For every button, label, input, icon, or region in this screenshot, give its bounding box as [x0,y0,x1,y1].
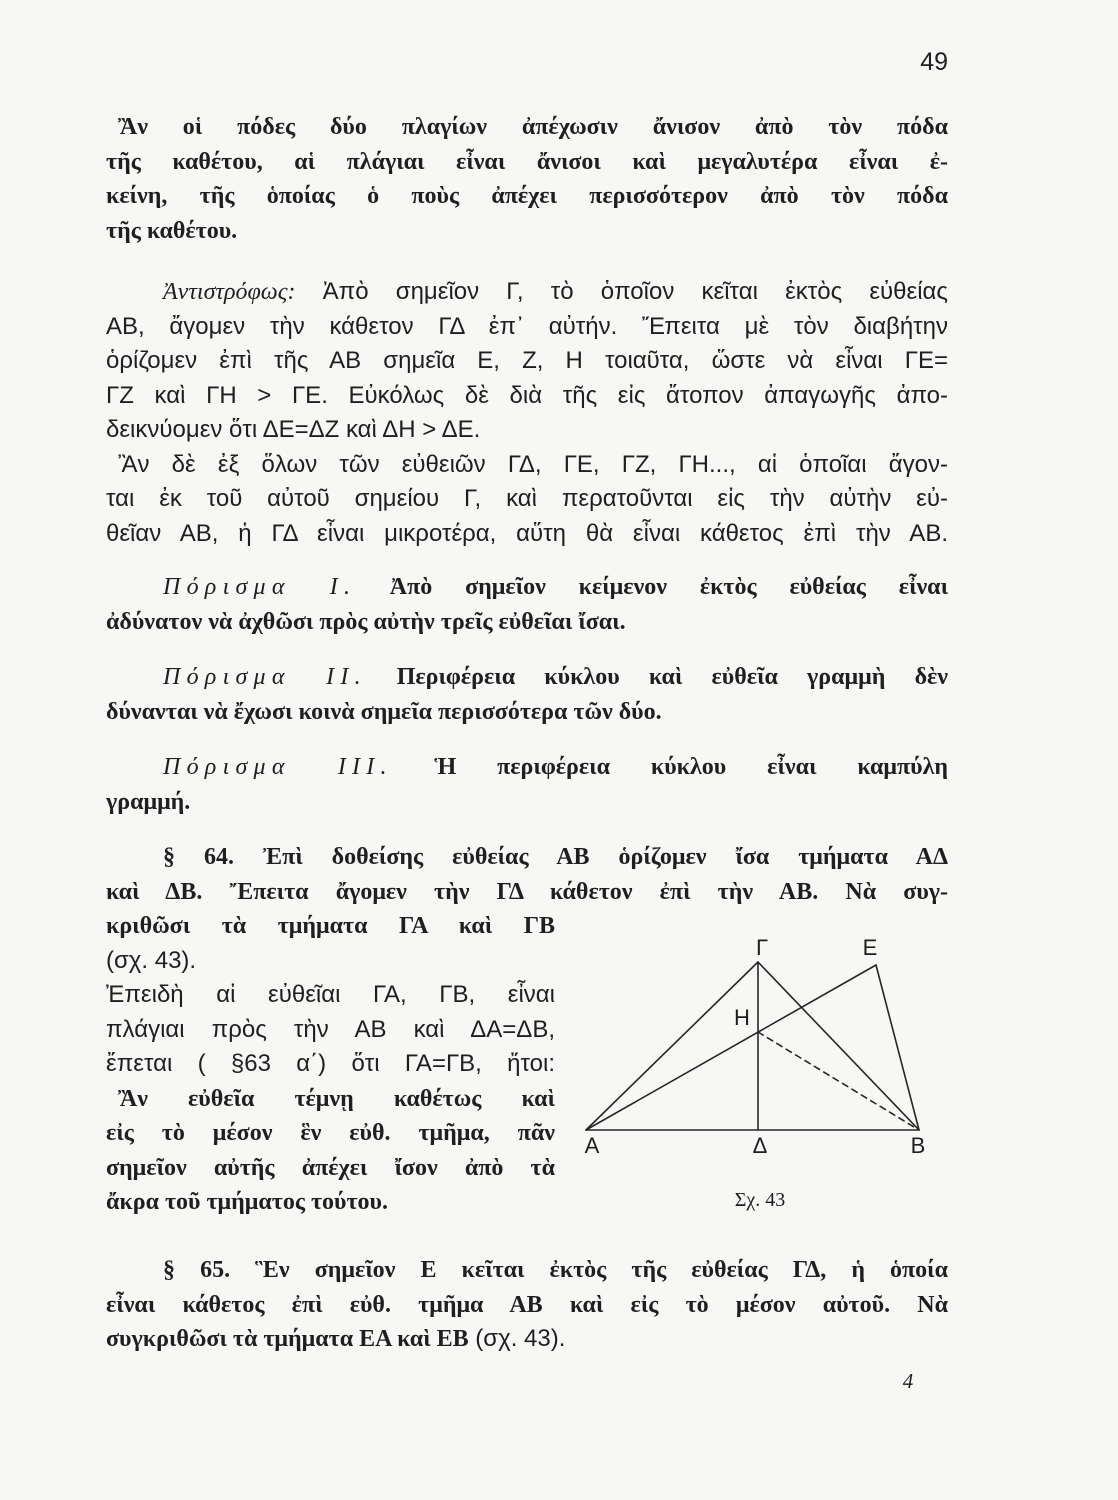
converse-line: ΑΒ, ἄγομεν τὴν κάθετον ΓΔ ἐπ᾽ αὐτήν. Ἔπειτα μὲ τὸν διαβήτην [106,312,948,340]
figure-caption: Σχ. 43 [734,1189,786,1211]
corollary-3 [106,750,948,819]
figure-reference: (σχ. 43). [475,1325,566,1352]
theorem-line: Ἂν εὐθεῖα τέμνῃ καθέτως καὶ [118,1085,555,1112]
figure-43 [570,925,940,1215]
section-number: § 64. [163,844,234,870]
point-label-gamma: Γ [755,935,769,960]
section-statement-line: εἶναι κάθετος ἐπὶ εὐθ. τμῆμα ΑΒ καὶ εἰς τὸ μέσον αὐτοῦ. Νὰ [106,1291,948,1318]
corollary-1 [106,570,948,639]
proof-line: ἔπεται ( §63 α΄) ὅτι ΓΑ=ΓΒ, ἤτοι: [106,1050,555,1077]
corollary-line: γραμμή. [106,788,191,815]
corollary-line [106,660,948,695]
signature-mark: 4 [902,1369,914,1393]
corollary-label: Πόρισμα III. [163,754,393,780]
proposition-line: τῆς καθέτου. [106,217,238,244]
proof-line: πλάγιαι πρὸς τὴν ΑΒ καὶ ΔΑ=ΔΒ, [106,1015,555,1043]
corollary-line [106,750,948,785]
section-statement-text: Ἐπὶ δοθείσης εὐθείας ΑΒ ὁρίζομεν ἴσα τμήματα ΑΔ [262,844,949,870]
segment-ae [586,965,876,1130]
section-statement-text: Ἓν σημεῖον Ε κεῖται ἐκτὸς τῆς εὐθείας ΓΔ, ἡ ὁποία [255,1257,949,1283]
point-label-eta: Η [734,1005,750,1030]
point-label-beta: Β [910,1133,926,1158]
converse-line: ΓΖ καὶ ΓΗ > ΓΕ. Εὐκόλως δὲ διὰ τῆς εἰς ἄτοπον ἀπαγωγῆς ἀπο- [106,381,948,409]
converse-label: Ἀντιστρόφως: [163,279,296,305]
corollary-2 [106,660,948,729]
corollary-text: Ἀπὸ σημεῖον κείμενον ἐκτὸς εὐθείας εἶναι [389,574,949,600]
point-label-alpha: Α [584,1133,600,1158]
corollary-text: Περιφέρεια κύκλου καὶ εὐθεῖα γραμμὴ δὲν [396,664,949,690]
point-label-epsilon: Ε [862,935,878,960]
theorem-line: ἄκρα τοῦ τμήματος τούτου. [106,1189,388,1215]
proposition [106,110,948,248]
proposition-line: Ἂν οἱ πόδες δύο πλαγίων ἀπέχωσιν ἄνισον ἀπὸ τὸν πόδα [118,114,948,140]
segment-eb [876,965,919,1130]
section-statement-line: κριθῶσι τὰ τμήματα ΓΑ καὶ ΓΒ [106,913,555,939]
corollary-line: ἀδύνατον νὰ ἀχθῶσι πρὸς αὐτὴν τρεῖς εὐθεῖαι ἴσαι. [106,608,626,635]
converse-line: ὁρίζομεν ἐπὶ τῆς ΑΒ σημεῖα Ε, Ζ, Η τοιαῦτα, ὥστε νὰ εἶναι ΓΕ= [106,347,948,374]
converse-text: Ἀπὸ σημεῖον Γ, τὸ ὁποῖον κεῖται ἐκτὸς εὐθείας [322,278,948,305]
section-number: § 65. [163,1257,231,1283]
page-number: 49 [920,48,948,76]
proposition-line: κείνη, τῆς ὁποίας ὁ ποὺς ἀπέχει περισσότερον ἀπὸ τὸν πόδα [106,183,948,209]
section-statement-line: καὶ ΔΒ. Ἔπειτα ἄγομεν τὴν ΓΔ κάθετον ἐπὶ τὴν ΑΒ. Νὰ συγ- [106,878,948,905]
theorem-line: σημεῖον αὐτῆς ἀπέχει ἴσον ἀπὸ τὰ [106,1154,555,1181]
converse-line: θεῖαν ΑΒ, ἡ ΓΔ εἶναι μικροτέρα, αὕτη θὰ εἶναι κάθετος ἐπὶ τὴν ΑΒ. [106,519,948,547]
corollary-line [106,570,948,605]
corollary-line: δύνανται νὰ ἔχωσι κοινὰ σημεῖα περισσότερα τῶν δύο. [106,698,662,725]
converse-line [106,275,948,310]
point-label-delta: Δ [752,1133,768,1158]
section-statement-line [106,1253,948,1288]
corollary-label: Πόρισμα II. [163,664,367,690]
corollary-text: Ἡ περιφέρεια κύκλου εἶναι καμπύλη [434,754,948,780]
proposition-line: τῆς καθέτου, αἱ πλάγιαι εἶναι ἄνισοι καὶ μεγαλυτέρα εἶναι ἐ- [106,148,948,175]
theorem-line: εἰς τὸ μέσον ἓν εὐθ. τμῆμα, πᾶν [106,1120,555,1146]
section-65 [106,1253,948,1357]
converse-line: δεικνύομεν ὅτι ΔΕ=ΔΖ καὶ ΔΗ > ΔΕ. [106,416,481,443]
converse-line: Ἂν δὲ ἐξ ὅλων τῶν εὐθειῶν ΓΔ, ΓΕ, ΓΖ, ΓΗ..., αἱ ὁποῖαι ἄγον- [118,450,948,478]
section-statement-text: συγκριθῶσι τὰ τμήματα ΕΑ καὶ ΕΒ [106,1326,469,1352]
corollary-label: Πόρισμα I. [163,574,357,600]
proof-line: Ἐπειδὴ αἱ εὐθεῖαι ΓΑ, ΓΒ, εἶναι [106,981,555,1008]
section-statement-line [106,840,948,875]
figure-reference: (σχ. 43). [106,946,197,974]
section-statement-line [106,1322,948,1357]
converse-line: ται ἐκ τοῦ αὐτοῦ σημείου Γ, καὶ περατοῦνται εἰς τὴν αὐτὴν εὐ- [106,485,948,512]
converse-paragraph [106,275,948,551]
